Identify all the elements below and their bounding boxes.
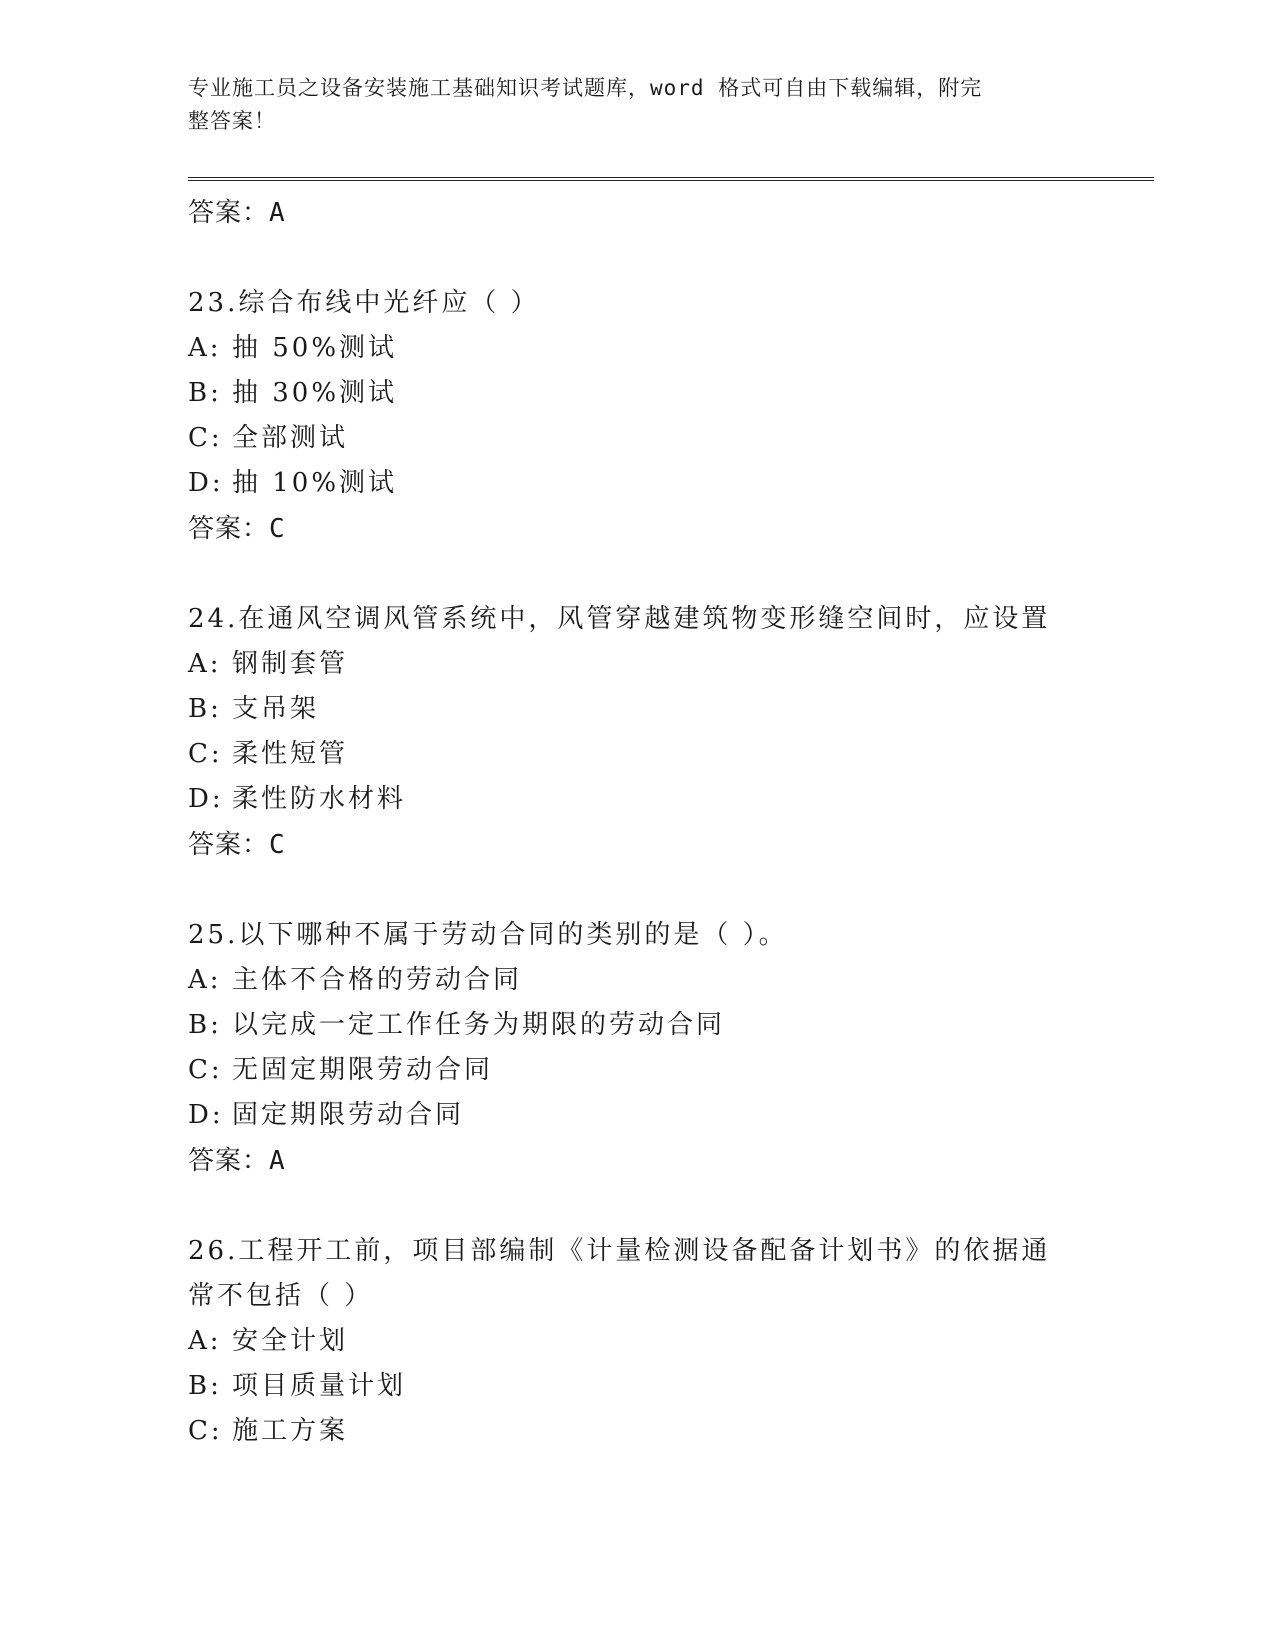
question-stem: 24.在通风空调风管系统中，风管穿越建筑物变形缝空间时，应设置 (188, 604, 1051, 634)
option-letter: D: (188, 784, 224, 814)
option-letter: A: (188, 965, 222, 995)
option-text: 柔性短管 (232, 739, 349, 769)
answer (188, 1138, 1154, 1184)
option-text: 支吊架 (232, 694, 320, 724)
answer (188, 506, 1154, 552)
header-divider (188, 177, 1154, 181)
option-letter: B: (188, 378, 222, 408)
option-d (188, 777, 1154, 822)
answer-label: 答案： (188, 830, 270, 860)
answer-label: 答案： (188, 1146, 270, 1176)
option-letter: C: (188, 423, 223, 453)
question-25 (188, 913, 1154, 1184)
option-letter: B: (188, 1371, 222, 1401)
option-letter: C: (188, 1416, 223, 1446)
option-letter: D: (188, 1100, 224, 1130)
option-text: 抽 10%测试 (232, 468, 398, 498)
document-header (188, 72, 1068, 138)
answer-value: A (269, 1146, 286, 1176)
option-letter: D: (188, 468, 224, 498)
answer-value: C (269, 514, 286, 544)
previous-answer (188, 190, 1154, 236)
option-text: 抽 30%测试 (232, 378, 398, 408)
option-letter: C: (188, 739, 223, 769)
option-c (188, 1048, 1154, 1093)
option-letter: A: (188, 1326, 222, 1356)
answer-value: C (269, 830, 286, 860)
option-c (188, 1409, 1154, 1454)
option-text: 施工方案 (232, 1416, 349, 1446)
answer-label: 答案： (188, 514, 270, 544)
option-b (188, 371, 1154, 416)
option-text: 主体不合格的劳动合同 (232, 965, 523, 995)
option-text: 项目质量计划 (232, 1371, 407, 1401)
option-a (188, 958, 1154, 1003)
question-24 (188, 597, 1154, 868)
option-text: 全部测试 (232, 423, 349, 453)
option-a (188, 642, 1154, 687)
option-text: 安全计划 (232, 1326, 349, 1356)
option-c (188, 732, 1154, 777)
option-b (188, 1364, 1154, 1409)
header-line-2: 整答案！ (188, 109, 276, 133)
question-stem: 23.综合布线中光纤应（ ） (188, 288, 540, 318)
option-letter: B: (188, 1010, 222, 1040)
option-a (188, 326, 1154, 371)
option-letter: C: (188, 1055, 223, 1085)
header-line-1: 专业施工员之设备安装施工基础知识考试题库，word 格式可自由下载编辑，附完 (188, 76, 983, 100)
option-text: 固定期限劳动合同 (232, 1100, 465, 1130)
option-text: 柔性防水材料 (232, 784, 407, 814)
option-text: 以完成一定工作任务为期限的劳动合同 (232, 1010, 726, 1040)
option-d (188, 1093, 1154, 1138)
option-b (188, 1003, 1154, 1048)
option-d (188, 461, 1154, 506)
option-text: 抽 50%测试 (232, 333, 398, 363)
answer-label: 答案： (188, 198, 270, 228)
option-text: 无固定期限劳动合同 (232, 1055, 494, 1085)
answer (188, 822, 1154, 868)
question-stem: 26.工程开工前，项目部编制《计量检测设备配备计划书》的依据通常不包括（ ） (188, 1236, 1051, 1311)
answer-value: A (269, 198, 286, 228)
option-letter: A: (188, 333, 222, 363)
option-text: 钢制套管 (232, 649, 349, 679)
option-b (188, 687, 1154, 732)
option-letter: A: (188, 649, 222, 679)
option-a (188, 1319, 1154, 1364)
question-stem: 25.以下哪种不属于劳动合同的类别的是（ ）。 (188, 920, 788, 950)
option-letter: B: (188, 694, 222, 724)
question-23 (188, 281, 1154, 552)
question-list (188, 190, 1154, 1454)
option-c (188, 416, 1154, 461)
question-26 (188, 1229, 1154, 1454)
